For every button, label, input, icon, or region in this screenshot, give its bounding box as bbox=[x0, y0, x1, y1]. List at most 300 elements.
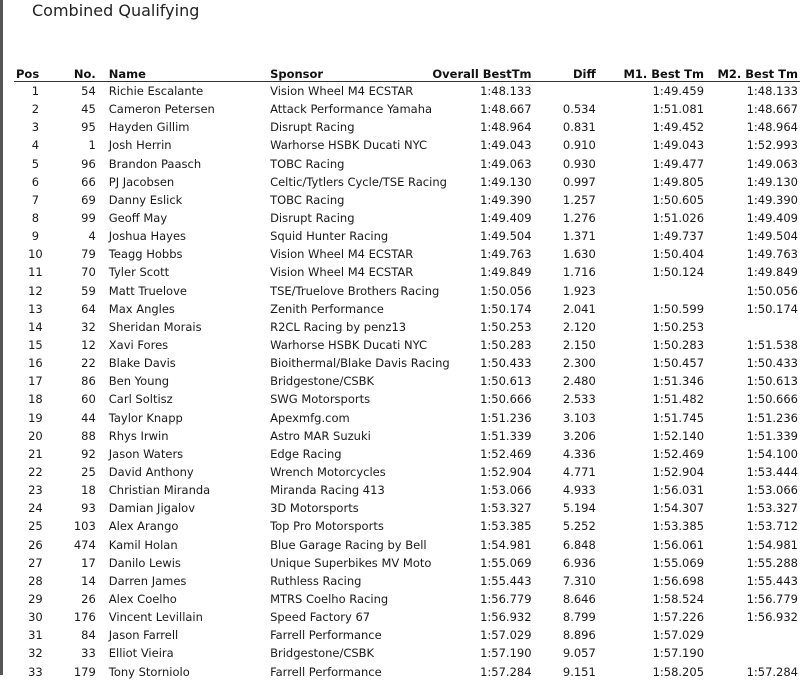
cell-diff: 0.534 bbox=[562, 102, 596, 117]
cell-number: 44 bbox=[81, 410, 96, 425]
cell-sponsor: Edge Racing bbox=[270, 446, 342, 461]
cell-m1-best: 1:51.745 bbox=[652, 410, 705, 425]
cell-pos: 24 bbox=[28, 501, 43, 516]
cell-diff: 2.150 bbox=[562, 338, 596, 353]
cell-diff: 2.300 bbox=[562, 356, 596, 371]
cell-diff bbox=[534, 82, 598, 101]
cell-overall-best: 1:56.779 bbox=[480, 592, 532, 606]
table-row bbox=[14, 282, 800, 300]
cell-name: Jason Waters bbox=[108, 446, 184, 461]
cell-name: Carl Soltisz bbox=[108, 392, 173, 407]
cell-diff: 5.194 bbox=[562, 501, 596, 516]
cell-pos: 13 bbox=[28, 301, 43, 316]
cell-m2-best: 1:51.236 bbox=[746, 410, 798, 425]
cell-m1-best: 1:53.385 bbox=[652, 519, 705, 534]
cell-m1-best: 1:50.457 bbox=[652, 356, 705, 371]
cell-diff: 1.923 bbox=[562, 283, 596, 298]
cell-number: 66 bbox=[81, 174, 96, 189]
table-header-row bbox=[14, 66, 800, 82]
cell-sponsor: Top Pro Motorsports bbox=[270, 519, 384, 534]
cell-number: 93 bbox=[81, 501, 96, 516]
cell-name: Geoff May bbox=[108, 211, 168, 226]
cell-m2-best: 1:49.130 bbox=[746, 174, 798, 189]
left-border bbox=[0, 0, 3, 675]
cell-diff: 1.257 bbox=[562, 192, 596, 207]
cell-name: Darren James bbox=[108, 573, 187, 588]
cell-number: 69 bbox=[81, 192, 96, 207]
cell-overall-best: 1:54.981 bbox=[480, 537, 532, 552]
cell-m2-best: 1:51.538 bbox=[746, 338, 798, 353]
cell-sponsor: Farrell Performance bbox=[270, 664, 382, 679]
cell-sponsor: Attack Performance Yamaha bbox=[270, 102, 433, 117]
cell-m2-best: 1:52.993 bbox=[746, 138, 798, 153]
cell-number: 92 bbox=[81, 446, 96, 461]
cell-name: Kamil Holan bbox=[108, 537, 178, 552]
table-row bbox=[14, 372, 800, 390]
cell-m2-best: 1:53.327 bbox=[746, 501, 798, 516]
cell-overall-best: 1:53.385 bbox=[480, 519, 532, 534]
cell-m2-best: 1:56.932 bbox=[746, 610, 798, 625]
cell-name: Danny Eslick bbox=[108, 192, 183, 207]
cell-sponsor: Disrupt Racing bbox=[270, 211, 355, 226]
cell-m2-best: 1:53.712 bbox=[746, 519, 798, 534]
cell-m1-best: 1:51.026 bbox=[652, 211, 705, 226]
cell-overall-best: 1:50.056 bbox=[480, 283, 532, 298]
cell-diff: 3.103 bbox=[562, 410, 596, 425]
cell-diff: 0.910 bbox=[562, 138, 596, 153]
cell-pos: 28 bbox=[28, 573, 43, 588]
header-m2-best: M2. Best Tm bbox=[706, 66, 800, 82]
cell-sponsor: Bridgestone/CSBK bbox=[270, 374, 375, 389]
cell-name: Josh Herrin bbox=[108, 138, 172, 153]
cell-overall-best: 1:50.283 bbox=[480, 338, 532, 353]
cell-diff: 3.206 bbox=[562, 428, 596, 443]
cell-diff: 8.646 bbox=[562, 592, 596, 606]
cell-diff: 8.799 bbox=[562, 610, 596, 625]
cell-name: Tony Storniolo bbox=[108, 664, 190, 679]
cell-sponsor: Disrupt Racing bbox=[270, 120, 355, 135]
table-row bbox=[14, 590, 800, 608]
cell-number: 18 bbox=[81, 483, 96, 498]
cell-m2-best: 1:55.443 bbox=[746, 573, 798, 588]
cell-m1-best: 1:56.698 bbox=[652, 573, 705, 588]
cell-sponsor: Speed Factory 67 bbox=[270, 610, 371, 625]
cell-overall-best: 1:52.469 bbox=[480, 446, 532, 461]
table-row bbox=[14, 300, 800, 318]
cell-overall-best: 1:50.666 bbox=[480, 392, 532, 407]
cell-diff: 4.933 bbox=[562, 483, 596, 498]
table-row bbox=[14, 517, 800, 535]
cell-pos: 25 bbox=[28, 519, 43, 534]
cell-overall-best: 1:50.253 bbox=[480, 319, 532, 334]
table-row bbox=[14, 445, 800, 463]
table-row bbox=[14, 263, 800, 281]
cell-m1-best: 1:57.029 bbox=[652, 628, 705, 643]
cell-pos: 9 bbox=[31, 229, 40, 244]
cell-number: 64 bbox=[81, 301, 96, 316]
cell-pos: 15 bbox=[28, 338, 43, 353]
cell-m2-best: 1:48.133 bbox=[746, 84, 798, 99]
cell-pos: 1 bbox=[31, 84, 40, 99]
header-sponsor: Sponsor bbox=[265, 66, 423, 82]
cell-number: 54 bbox=[81, 84, 96, 99]
cell-name: Brandon Paasch bbox=[108, 156, 202, 171]
cell-pos: 4 bbox=[31, 138, 40, 153]
cell-m2-best: 1:50.613 bbox=[746, 374, 798, 389]
cell-number: 17 bbox=[81, 555, 96, 570]
cell-m2-best bbox=[706, 644, 800, 662]
cell-name: Alex Coelho bbox=[108, 592, 177, 606]
cell-m1-best: 1:50.253 bbox=[652, 319, 705, 334]
cell-sponsor: Blue Garage Racing by Bell bbox=[270, 537, 427, 552]
cell-m2-best: 1:55.288 bbox=[746, 555, 798, 570]
cell-number: 22 bbox=[81, 356, 96, 371]
cell-diff: 8.896 bbox=[562, 628, 596, 643]
cell-diff: 9.151 bbox=[562, 664, 596, 679]
cell-pos: 30 bbox=[28, 610, 43, 625]
cell-sponsor: Bioithermal/Blake Davis Racing bbox=[270, 356, 450, 371]
cell-pos: 33 bbox=[28, 664, 43, 679]
cell-pos: 14 bbox=[28, 319, 43, 334]
cell-m1-best: 1:49.452 bbox=[652, 120, 705, 135]
cell-m2-best: 1:49.390 bbox=[746, 192, 798, 207]
cell-m1-best: 1:50.605 bbox=[652, 192, 705, 207]
cell-sponsor: 3D Motorsports bbox=[270, 501, 359, 516]
cell-number: 99 bbox=[81, 211, 96, 226]
cell-m1-best: 1:58.524 bbox=[652, 592, 705, 606]
cell-overall-best: 1:50.613 bbox=[480, 374, 532, 389]
cell-pos: 27 bbox=[28, 555, 43, 570]
cell-name: Jason Farrell bbox=[108, 628, 179, 643]
cell-diff: 2.480 bbox=[562, 374, 596, 389]
cell-pos: 19 bbox=[28, 410, 43, 425]
cell-sponsor: Ruthless Racing bbox=[270, 573, 362, 588]
cell-diff: 9.057 bbox=[562, 646, 596, 661]
cell-overall-best: 1:49.504 bbox=[480, 229, 532, 244]
cell-pos: 7 bbox=[31, 192, 40, 207]
cell-pos: 20 bbox=[28, 428, 43, 443]
cell-sponsor: TSE/Truelove Brothers Racing bbox=[270, 283, 440, 298]
cell-number: 95 bbox=[81, 120, 96, 135]
cell-sponsor: Warhorse HSBK Ducati NYC bbox=[270, 338, 427, 353]
cell-overall-best: 1:49.063 bbox=[480, 156, 532, 171]
cell-number: 59 bbox=[81, 283, 96, 298]
cell-m1-best: 1:56.031 bbox=[652, 483, 705, 498]
cell-name: Hayden Gillim bbox=[108, 120, 190, 135]
cell-number: 60 bbox=[81, 392, 96, 407]
cell-m1-best: 1:58.205 bbox=[652, 664, 705, 679]
cell-sponsor: Miranda Racing 413 bbox=[270, 483, 385, 498]
cell-m1-best: 1:52.469 bbox=[652, 446, 705, 461]
cell-m1-best: 1:49.737 bbox=[652, 229, 705, 244]
cell-diff: 4.336 bbox=[562, 446, 596, 461]
cell-overall-best: 1:57.029 bbox=[480, 628, 532, 643]
table-row bbox=[14, 409, 800, 427]
cell-m2-best: 1:49.063 bbox=[746, 156, 798, 171]
cell-m2-best: 1:49.763 bbox=[746, 247, 798, 262]
cell-overall-best: 1:48.133 bbox=[480, 84, 532, 99]
cell-name: Danilo Lewis bbox=[108, 555, 181, 570]
cell-sponsor: Vision Wheel M4 ECSTAR bbox=[270, 84, 414, 99]
table-row bbox=[14, 318, 800, 336]
cell-m2-best: 1:53.066 bbox=[746, 483, 798, 498]
page-title: Combined Qualifying bbox=[32, 1, 200, 20]
cell-pos: 18 bbox=[28, 392, 43, 407]
cell-overall-best: 1:48.667 bbox=[480, 102, 532, 117]
table-row bbox=[14, 427, 800, 445]
cell-m2-best bbox=[706, 318, 800, 336]
cell-name: Taylor Knapp bbox=[108, 410, 183, 425]
table-row bbox=[14, 499, 800, 517]
cell-name: Blake Davis bbox=[108, 356, 176, 371]
cell-overall-best: 1:49.849 bbox=[480, 265, 532, 280]
cell-pos: 31 bbox=[28, 628, 43, 643]
cell-m1-best: 1:55.069 bbox=[652, 555, 705, 570]
cell-sponsor: Warhorse HSBK Ducati NYC bbox=[270, 138, 427, 153]
header-overall-best: Overall BestTm bbox=[423, 66, 533, 82]
header-pos: Pos bbox=[14, 66, 57, 82]
cell-overall-best: 1:50.174 bbox=[480, 301, 532, 316]
results-body bbox=[14, 82, 800, 681]
cell-number: 179 bbox=[73, 664, 96, 679]
cell-diff: 0.997 bbox=[562, 174, 596, 189]
cell-m1-best: 1:52.140 bbox=[652, 428, 705, 443]
cell-m2-best: 1:49.504 bbox=[746, 229, 798, 244]
cell-overall-best: 1:55.069 bbox=[480, 555, 532, 570]
cell-sponsor: R2CL Racing by penz13 bbox=[270, 319, 407, 334]
cell-pos: 6 bbox=[31, 174, 40, 189]
cell-sponsor: Squid Hunter Racing bbox=[270, 229, 389, 244]
cell-pos: 26 bbox=[28, 537, 43, 552]
cell-sponsor: Celtic/Tytlers Cycle/TSE Racing bbox=[270, 174, 447, 189]
table-row bbox=[14, 390, 800, 408]
cell-pos: 10 bbox=[28, 247, 43, 262]
cell-sponsor: TOBC Racing bbox=[270, 192, 345, 207]
cell-m1-best: 1:57.226 bbox=[652, 610, 705, 625]
cell-pos: 3 bbox=[31, 120, 40, 135]
cell-name: Vincent Levillain bbox=[108, 610, 203, 625]
cell-pos: 16 bbox=[28, 356, 43, 371]
cell-name: Rhys Irwin bbox=[108, 428, 169, 443]
cell-m1-best: 1:52.904 bbox=[652, 465, 705, 480]
cell-overall-best: 1:52.904 bbox=[480, 465, 532, 480]
header-diff: Diff bbox=[534, 66, 598, 82]
cell-name: Tyler Scott bbox=[108, 265, 170, 280]
cell-m2-best: 1:54.981 bbox=[746, 537, 798, 552]
cell-m2-best: 1:49.409 bbox=[746, 211, 798, 226]
cell-m1-best: 1:50.599 bbox=[652, 301, 705, 316]
table-row bbox=[14, 354, 800, 372]
cell-diff: 2.041 bbox=[562, 301, 596, 316]
cell-sponsor: MTRS Coelho Racing bbox=[270, 592, 389, 606]
table-row bbox=[14, 626, 800, 644]
cell-number: 4 bbox=[88, 229, 96, 244]
cell-overall-best: 1:57.284 bbox=[480, 664, 532, 679]
cell-name: Alex Arango bbox=[108, 519, 179, 534]
cell-name: Teagg Hobbs bbox=[108, 247, 183, 262]
cell-m1-best: 1:50.124 bbox=[652, 265, 705, 280]
header-m1-best: M1. Best Tm bbox=[598, 66, 706, 82]
cell-m1-best: 1:49.805 bbox=[652, 174, 705, 189]
table-row bbox=[14, 82, 800, 101]
cell-name: Matt Truelove bbox=[108, 283, 187, 298]
cell-sponsor: Farrell Performance bbox=[270, 628, 382, 643]
header-no: No. bbox=[57, 66, 102, 82]
cell-diff: 7.310 bbox=[562, 573, 596, 588]
cell-name: Max Angles bbox=[108, 301, 175, 316]
table-row bbox=[14, 554, 800, 572]
cell-number: 86 bbox=[81, 374, 96, 389]
cell-m1-best: 1:54.307 bbox=[652, 501, 705, 516]
cell-name: Damian Jigalov bbox=[108, 501, 196, 516]
cell-diff: 1.371 bbox=[562, 229, 596, 244]
table-row bbox=[14, 155, 800, 173]
cell-pos: 8 bbox=[31, 211, 40, 226]
cell-number: 25 bbox=[81, 465, 96, 480]
table-row bbox=[14, 336, 800, 354]
cell-number: 96 bbox=[81, 156, 96, 171]
cell-m2-best: 1:50.056 bbox=[746, 283, 798, 298]
cell-m2-best: 1:57.284 bbox=[746, 664, 798, 679]
cell-overall-best: 1:49.130 bbox=[480, 174, 532, 189]
cell-name: Xavi Fores bbox=[108, 338, 169, 353]
cell-overall-best: 1:49.409 bbox=[480, 211, 532, 226]
cell-name: David Anthony bbox=[108, 465, 194, 480]
cell-diff: 4.771 bbox=[562, 465, 596, 480]
cell-m1-best: 1:56.061 bbox=[652, 537, 705, 552]
cell-sponsor: Wrench Motorcycles bbox=[270, 465, 386, 480]
cell-diff: 0.930 bbox=[562, 156, 596, 171]
cell-sponsor: Vision Wheel M4 ECSTAR bbox=[270, 265, 414, 280]
cell-pos: 22 bbox=[28, 465, 43, 480]
cell-diff: 5.252 bbox=[562, 519, 596, 534]
cell-overall-best: 1:49.043 bbox=[480, 138, 532, 153]
cell-m2-best: 1:50.666 bbox=[746, 392, 798, 407]
cell-diff: 1.716 bbox=[562, 265, 596, 280]
cell-m1-best: 1:51.346 bbox=[652, 374, 705, 389]
table-row bbox=[14, 173, 800, 191]
table-row bbox=[14, 118, 800, 136]
cell-m1-best: 1:51.482 bbox=[652, 392, 705, 407]
table-row bbox=[14, 608, 800, 626]
cell-overall-best: 1:51.236 bbox=[480, 410, 532, 425]
cell-diff: 1.276 bbox=[562, 211, 596, 226]
cell-name: Sheridan Morais bbox=[108, 319, 202, 334]
cell-m1-best bbox=[598, 282, 706, 300]
cell-name: Elliot Vieira bbox=[108, 646, 174, 661]
table-row bbox=[14, 100, 800, 118]
cell-sponsor: Zenith Performance bbox=[270, 301, 384, 316]
cell-sponsor: SWG Motorsports bbox=[270, 392, 371, 407]
cell-number: 1 bbox=[88, 138, 96, 153]
cell-number: 12 bbox=[81, 338, 96, 353]
cell-pos: 29 bbox=[28, 592, 43, 606]
cell-m2-best: 1:50.433 bbox=[746, 356, 798, 371]
cell-overall-best: 1:51.339 bbox=[480, 428, 532, 443]
cell-overall-best: 1:57.190 bbox=[480, 646, 532, 661]
cell-pos: 2 bbox=[31, 102, 40, 117]
cell-pos: 23 bbox=[28, 483, 43, 498]
table-row bbox=[14, 227, 800, 245]
cell-pos: 12 bbox=[28, 283, 43, 298]
table-row bbox=[14, 191, 800, 209]
cell-pos: 11 bbox=[28, 265, 43, 280]
cell-overall-best: 1:53.066 bbox=[480, 483, 532, 498]
cell-m1-best: 1:49.459 bbox=[652, 84, 705, 99]
cell-pos: 32 bbox=[28, 646, 43, 661]
table-row bbox=[14, 663, 800, 681]
cell-name: Richie Escalante bbox=[108, 84, 204, 99]
header-name: Name bbox=[102, 66, 265, 82]
cell-number: 176 bbox=[73, 610, 96, 625]
cell-sponsor: Astro MAR Suzuki bbox=[270, 428, 371, 443]
cell-m2-best: 1:49.849 bbox=[746, 265, 798, 280]
cell-m1-best: 1:57.190 bbox=[652, 646, 705, 661]
cell-sponsor: Bridgestone/CSBK bbox=[270, 646, 375, 661]
cell-m1-best: 1:51.081 bbox=[652, 102, 705, 117]
table-row bbox=[14, 463, 800, 481]
cell-sponsor: Vision Wheel M4 ECSTAR bbox=[270, 247, 414, 262]
cell-overall-best: 1:49.390 bbox=[480, 192, 532, 207]
cell-m1-best: 1:50.283 bbox=[652, 338, 705, 353]
cell-m2-best: 1:53.444 bbox=[746, 465, 798, 480]
cell-pos: 5 bbox=[31, 156, 40, 171]
cell-overall-best: 1:50.433 bbox=[480, 356, 532, 371]
cell-diff: 6.936 bbox=[562, 555, 596, 570]
table-row bbox=[14, 572, 800, 590]
cell-diff: 0.831 bbox=[562, 120, 596, 135]
table-row bbox=[14, 644, 800, 662]
cell-pos: 17 bbox=[28, 374, 43, 389]
cell-name: Joshua Hayes bbox=[108, 229, 187, 244]
cell-diff: 6.848 bbox=[562, 537, 596, 552]
cell-overall-best: 1:56.932 bbox=[480, 610, 532, 625]
cell-diff: 2.533 bbox=[562, 392, 596, 407]
table-row bbox=[14, 209, 800, 227]
cell-number: 88 bbox=[81, 428, 96, 443]
cell-sponsor: TOBC Racing bbox=[270, 156, 345, 171]
results-table bbox=[14, 66, 800, 681]
cell-m1-best: 1:49.043 bbox=[652, 138, 705, 153]
table-row bbox=[14, 245, 800, 263]
cell-name: Ben Young bbox=[108, 374, 170, 389]
cell-number: 33 bbox=[81, 646, 96, 661]
cell-m2-best: 1:54.100 bbox=[746, 446, 798, 461]
cell-number: 79 bbox=[81, 247, 96, 262]
cell-m2-best: 1:50.174 bbox=[746, 301, 798, 316]
cell-m2-best: 1:51.339 bbox=[746, 428, 798, 443]
cell-number: 474 bbox=[73, 537, 96, 552]
cell-m2-best: 1:56.779 bbox=[746, 592, 798, 606]
cell-number: 84 bbox=[81, 628, 96, 643]
cell-pos: 21 bbox=[28, 446, 43, 461]
cell-m1-best: 1:50.404 bbox=[652, 247, 705, 262]
cell-m1-best: 1:49.477 bbox=[652, 156, 705, 171]
cell-number: 103 bbox=[73, 519, 96, 534]
cell-number: 14 bbox=[81, 573, 96, 588]
cell-sponsor: Unique Superbikes MV Moto bbox=[270, 555, 432, 570]
table-row bbox=[14, 136, 800, 154]
table-row bbox=[14, 536, 800, 554]
cell-name: Christian Miranda bbox=[108, 483, 211, 498]
cell-overall-best: 1:48.964 bbox=[480, 120, 532, 135]
cell-name: Cameron Petersen bbox=[108, 102, 215, 117]
cell-number: 70 bbox=[81, 265, 96, 280]
cell-m2-best: 1:48.964 bbox=[746, 120, 798, 135]
cell-number: 32 bbox=[81, 319, 96, 334]
cell-m2-best: 1:48.667 bbox=[746, 102, 798, 117]
cell-overall-best: 1:55.443 bbox=[480, 573, 532, 588]
